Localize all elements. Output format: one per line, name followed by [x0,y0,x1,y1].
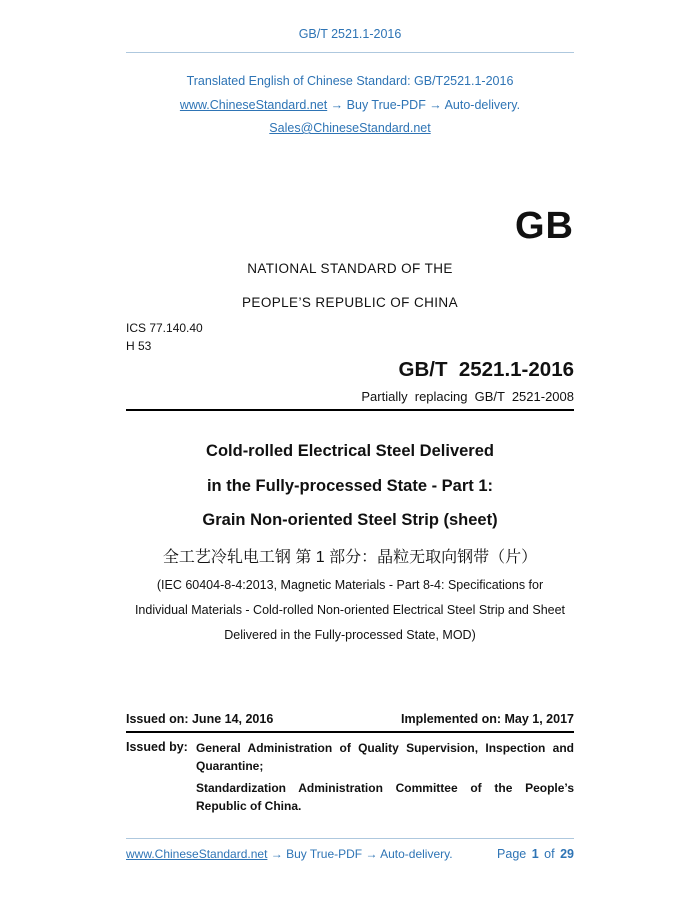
page-current: 1 [531,847,539,861]
header-buy-rest: → Buy True-PDF → Auto-delivery. [327,98,521,112]
page-total: 29 [560,847,574,861]
masthead-divider [126,409,574,411]
page-word: Page [497,847,527,861]
issuer-2 [196,779,574,815]
issued-by-label: Issued by: [126,740,188,754]
iec-note-line-3: Delivered in the Fully-processed State, MOD) [224,628,476,642]
ics-code: ICS 77.140.40 [126,321,203,335]
issuer-1-line-2: Quarantine; [196,759,264,773]
header-buy-line [0,98,700,112]
header-doc-code: GB/T 2521.1-2016 [298,27,402,41]
gb-logo: GB [515,205,574,247]
replacing-note: Partially replacing GB/T 2521-2008 [361,389,574,404]
title-line-1: Cold-rolled Electrical Steel Delivered [206,442,494,460]
standard-number: GB/T 2521.1-2016 [398,358,574,381]
header-translated-line: Translated English of Chinese Standard: GB/T2521.1-2016 [186,74,514,88]
chinesestandard-link[interactable]: www.ChineseStandard.net [179,98,328,112]
issuer-2-line-2: Republic of China. [196,799,302,813]
title-line-3: Grain Non-oriented Steel Strip (sheet) [202,511,498,529]
page-number [497,847,574,861]
sales-email-link[interactable]: Sales@ChineseStandard.net [269,121,431,135]
issuer-1 [196,739,574,775]
iec-note-line-1: (IEC 60404-8-4:2013, Magnetic Materials - Part 8-4: Specifications for [156,578,544,592]
footer-buy-rest: → Buy True-PDF → Auto-delivery. [267,847,453,861]
issuer-1-line-1: General Administration of Quality Supervision, Inspection and [196,741,574,755]
iec-note-line-2: Individual Materials - Cold-rolled Non-oriented Electrical Steel Strip and Sheet [134,603,566,617]
implemented-on-date: Implemented on: May 1, 2017 [401,712,574,726]
header-email-line [0,121,700,135]
title-chinese: 全工艺冷轧电工钢 第 1 部分：晶粒无取向钢带（片） [162,549,538,566]
issuance-divider [126,731,574,733]
header-divider [126,52,574,53]
of-word: of [544,847,555,861]
footer-buy-line [126,847,453,861]
issuer-2-line-1: Standardization Administration Committee of the People’s [196,781,574,795]
national-standard-line-1: NATIONAL STANDARD OF THE [247,261,453,276]
issued-on-date: Issued on: June 14, 2016 [126,712,274,726]
footer-chinesestandard-link[interactable]: www.ChineseStandard.net [126,847,268,861]
footer-divider [126,838,574,839]
national-standard-line-2: PEOPLE’S REPUBLIC OF CHINA [242,295,458,310]
title-line-2: in the Fully-processed State - Part 1: [206,477,494,495]
doc-class-code: H 53 [126,339,152,353]
